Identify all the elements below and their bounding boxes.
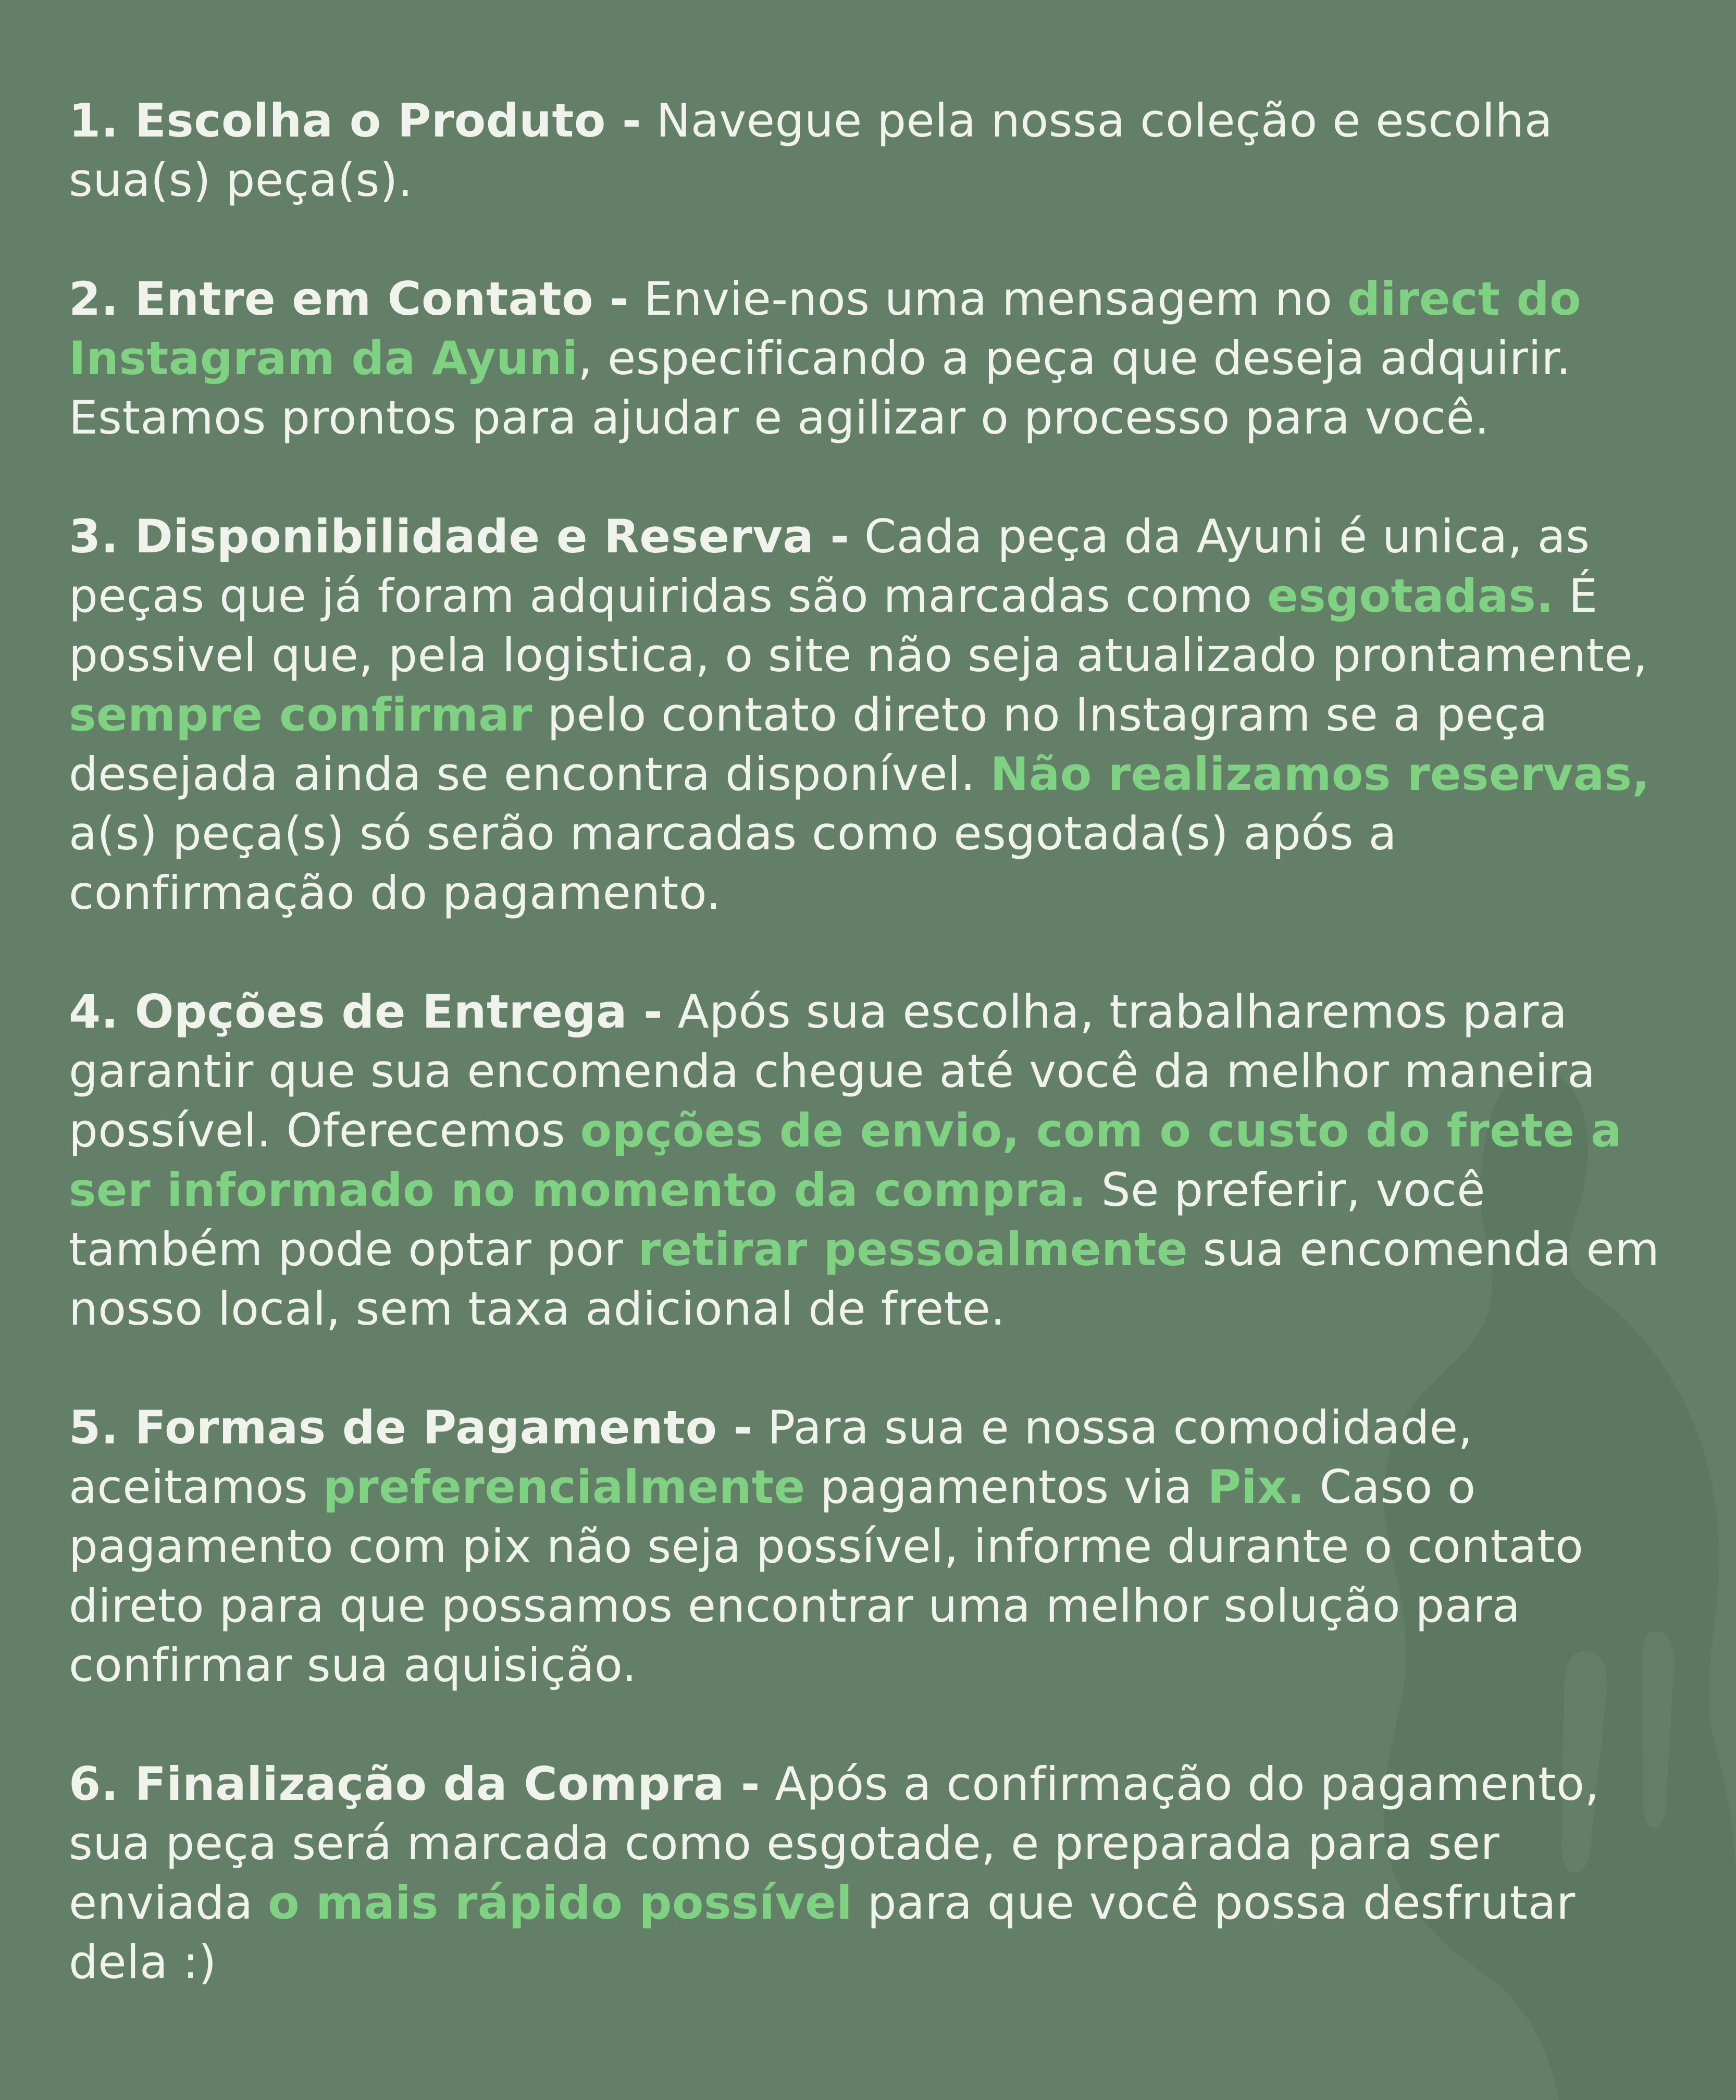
step-title: 6. Finalização da Compra -: [69, 1757, 760, 1811]
step-text: Após sua escolha, trabalharemos para garantir que sua encomenda chegue até você da melhor maneira possível. Oferecemos: [69, 985, 1596, 1157]
step-5: [69, 1398, 1673, 1695]
step-text: pagamentos via: [805, 1460, 1208, 1514]
highlight-text: retirar pessoalmente: [638, 1222, 1188, 1276]
highlight-text: o mais rápido possível: [268, 1876, 853, 1930]
step-2: [69, 269, 1673, 448]
step-text: Envie-nos uma mensagem no: [629, 272, 1347, 326]
step-text: Cada peça da Ayuni é unica, as peças que já foram adquiridas são marcadas como: [69, 510, 1590, 623]
step-text: a(s) peça(s) só serão marcadas como esgotada(s) após a confirmação do pagamento.: [69, 807, 1397, 920]
step-text: para que você possa desfrutar dela :): [69, 1876, 1576, 1989]
step-text: É possivel que, pela logistica, o site não seja atualizado prontamente,: [69, 569, 1648, 682]
instagram-direct-highlight: direct do Instagram da Ayuni: [69, 272, 1582, 385]
step-title: 5. Formas de Pagamento -: [69, 1401, 753, 1454]
step-1: [69, 91, 1673, 210]
step-text: Caso o pagamento com pix não seja possível, informe durante o contato direto para que possamos encontrar uma melhor solução para confirmar sua aquisição.: [69, 1460, 1584, 1692]
step-4: [69, 982, 1673, 1339]
step-text: Navegue pela nossa coleção e escolha sua(s) peça(s).: [69, 94, 1553, 207]
step-6: [69, 1755, 1673, 1992]
step-title: 4. Opções de Entrega -: [69, 985, 663, 1039]
step-text: sua encomenda em nosso local, sem taxa adicional de frete.: [69, 1222, 1660, 1336]
step-text: , especificando a peça que deseja adquirir. Estamos prontos para ajudar e agilizar o processo para você.: [69, 331, 1571, 444]
highlight-text: opções de envio, com o custo do frete a ser informado no momento da compra.: [69, 1104, 1622, 1217]
step-3: [69, 507, 1673, 923]
step-text: Para sua e nossa comodidade, aceitamos: [69, 1401, 1473, 1514]
step-title: 3. Disponibilidade e Reserva -: [69, 510, 850, 563]
step-title: 2. Entre em Contato -: [69, 272, 629, 326]
step-text: Se preferir, você também pode optar por: [69, 1163, 1485, 1276]
step-text: pelo contato direto no Instagram se a peça desejada ainda se encontra disponível.: [69, 688, 1548, 801]
highlight-text: sempre confirmar: [69, 688, 533, 742]
step-title: 1. Escolha o Produto -: [69, 94, 642, 147]
step-text: Após a confirmação do pagamento, sua peça será marcada como esgotade, e preparada para ser enviada: [69, 1757, 1599, 1930]
highlight-text: esgotadas.: [1267, 569, 1554, 623]
highlight-text: Não realizamos reservas,: [990, 747, 1650, 801]
purchase-steps: [69, 91, 1673, 2052]
highlight-text: Pix.: [1207, 1460, 1305, 1514]
highlight-text: preferencialmente: [323, 1460, 805, 1514]
